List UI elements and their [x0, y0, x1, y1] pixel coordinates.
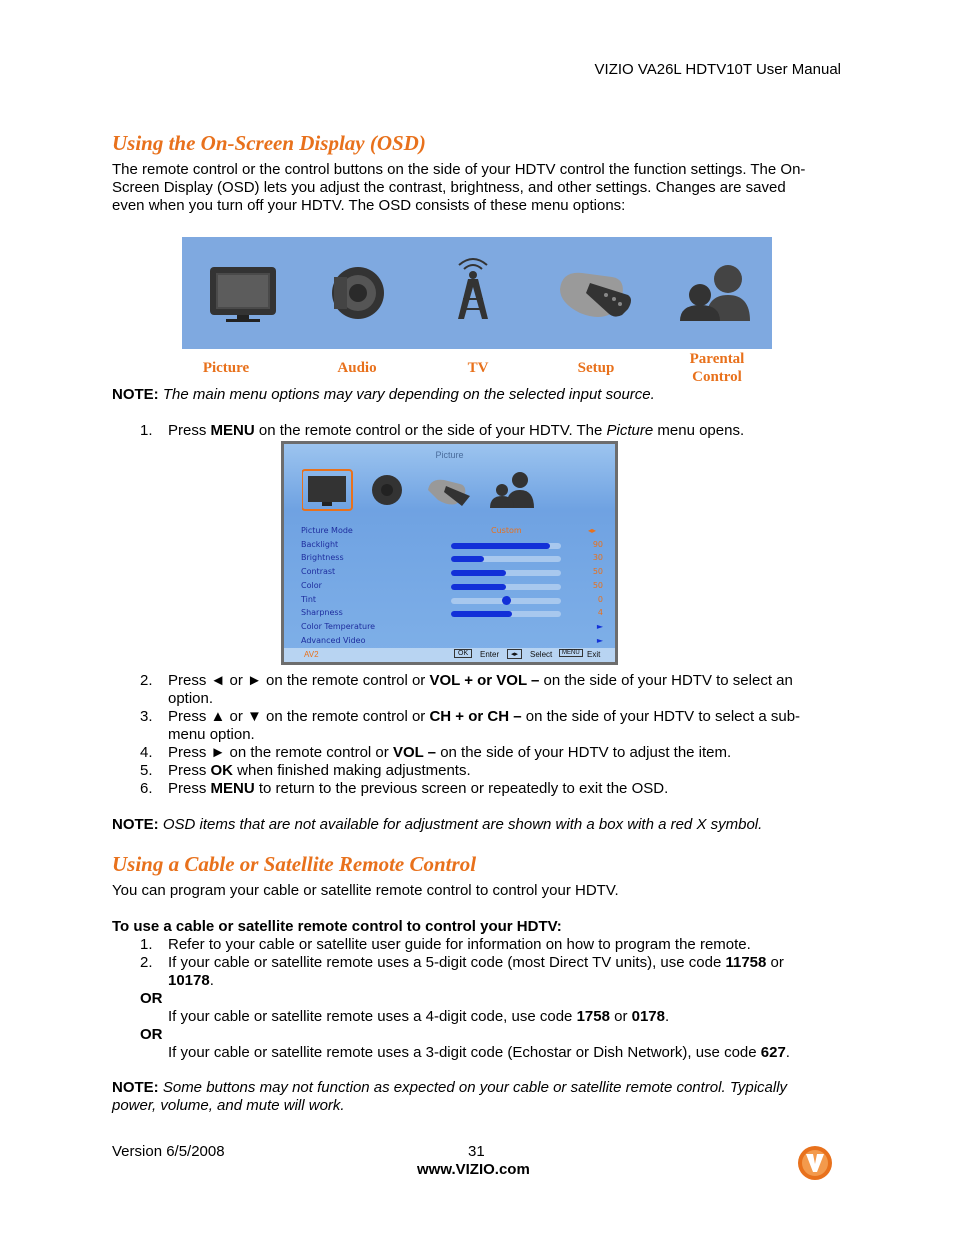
- osd-setting-value: ►: [596, 635, 603, 645]
- osd-step: [140, 762, 840, 780]
- code-value: 627: [760, 1044, 786, 1061]
- osd-step: [140, 672, 840, 708]
- osd-slider-knob: [502, 596, 511, 605]
- osd-setting-label: Backlight: [301, 539, 339, 549]
- step-text: option.: [168, 690, 214, 707]
- step-key: MENU: [210, 422, 255, 439]
- or-separator: OR: [140, 990, 163, 1007]
- step-number: 4.: [140, 744, 153, 761]
- step-text: If your cable or satellite remote uses a 4-digit code, use code: [168, 1008, 577, 1025]
- menu-label-audio: Audio: [337, 360, 377, 376]
- step-text: on the side of your HDTV to select a sub-: [521, 708, 801, 725]
- step-text: Press ▲ or ▼ on the remote control or: [168, 708, 430, 725]
- osd-slider-fill: [451, 543, 550, 549]
- osd-picture-menu-screenshot: [281, 441, 618, 665]
- osd-footer: [284, 648, 615, 662]
- step-text: to return to the previous screen or repeatedly to exit the OSD.: [254, 780, 669, 797]
- note-label: NOTE:: [112, 816, 159, 833]
- menu-label-parental-line: Control: [692, 369, 742, 385]
- step-key: CH + or CH –: [429, 708, 522, 725]
- osd-note-2: [112, 816, 842, 834]
- osd-setting-row: [301, 608, 601, 621]
- picture-tv-icon: [210, 267, 276, 322]
- note-label: NOTE:: [112, 386, 159, 403]
- menu-label-setup: Setup: [577, 360, 615, 376]
- step-text: Press: [168, 780, 211, 797]
- note-text: The main menu options may vary depending on the selected input source.: [162, 386, 655, 403]
- footer-version: Version 6/5/2008: [112, 1143, 225, 1160]
- note-text: Some buttons may not function as expected on your cable or satellite remote control. Typically: [162, 1079, 788, 1096]
- step-text: on the side of your HDTV to adjust the item.: [436, 744, 732, 761]
- tv-antenna-icon: [458, 259, 488, 319]
- step-text: on the side of your HDTV to select an: [539, 672, 793, 689]
- code-value: 0178: [631, 1008, 665, 1025]
- vizio-logo-icon: [797, 1145, 833, 1181]
- step-text: If your cable or satellite remote uses a 3-digit code (Echostar or Dish Network), use code: [168, 1044, 761, 1061]
- osd-arrows: ◂▸: [588, 526, 597, 535]
- step-text: on the remote control or the side of your HDTV. The: [254, 422, 607, 439]
- step-number: 2.: [140, 672, 153, 689]
- remote-note: [112, 1079, 842, 1115]
- osd-setting-label: Tint: [301, 594, 317, 604]
- osd-intro-line: even when you turn off your HDTV. The OSD consists of these menu options:: [112, 197, 626, 214]
- osd-setting-label: Picture Mode: [301, 526, 353, 535]
- step-number: 2.: [140, 954, 153, 971]
- step-text: Refer to your cable or satellite user guide for information on how to program the remote.: [168, 936, 751, 953]
- remote-section-heading: Using a Cable or Satellite Remote Control: [112, 852, 477, 876]
- osd-section-heading: Using the On-Screen Display (OSD): [112, 131, 426, 155]
- osd-intro: [112, 161, 842, 215]
- osd-slider-fill: [451, 556, 484, 562]
- remote-steps: [140, 936, 840, 1062]
- osd-setting-row: [301, 581, 601, 594]
- remote-step: [140, 1008, 840, 1026]
- step-number: 6.: [140, 780, 153, 797]
- osd-input-label: AV2: [304, 650, 319, 659]
- menu-icons: [182, 237, 772, 349]
- step-text: Press: [168, 762, 211, 779]
- step-key: MENU: [210, 780, 255, 797]
- step-text: .: [665, 1008, 670, 1025]
- osd-setting-value: 4: [597, 608, 603, 618]
- code-value: 10178: [168, 972, 210, 989]
- step-text: menu opens.: [653, 422, 745, 439]
- osd-slider-fill: [451, 584, 506, 590]
- menu-label-tv: TV: [467, 360, 489, 376]
- osd-select-key: ◂▸: [507, 649, 522, 659]
- osd-setting-row: [301, 567, 601, 580]
- manual-title: VIZIO VA26L HDTV10T User Manual: [594, 61, 841, 78]
- osd-setting-value: ►: [596, 621, 603, 631]
- osd-steps-list: [140, 672, 840, 798]
- osd-setting-value: 30: [592, 553, 603, 563]
- remote-step: [140, 936, 840, 954]
- osd-slider-fill: [451, 611, 512, 617]
- remote-step: [140, 954, 840, 990]
- osd-setting-label: Sharpness: [301, 608, 343, 618]
- step-text: .: [209, 972, 214, 989]
- step-text: If your cable or satellite remote uses a 5-digit code (most Direct TV units), use code: [168, 954, 726, 971]
- osd-step: [140, 780, 840, 798]
- step-text: when finished making adjustments.: [233, 762, 471, 779]
- step-number: 5.: [140, 762, 153, 779]
- osd-parental-icon: [512, 472, 528, 488]
- osd-setting-value: Custom: [491, 526, 522, 535]
- osd-setting-row: [301, 540, 601, 553]
- step-menu-name: Picture: [606, 422, 654, 439]
- osd-setting-value: 0: [597, 594, 603, 604]
- step-text: or: [766, 954, 784, 971]
- osd-setting-row: [301, 595, 601, 608]
- osd-ok-key: OK: [454, 649, 472, 658]
- osd-slider-fill: [451, 570, 506, 576]
- note-text: power, volume, and mute will work.: [112, 1097, 345, 1114]
- menu-label-parental: [667, 350, 767, 386]
- procedure-title: To use a cable or satellite remote control to control your HDTV:: [112, 918, 562, 935]
- osd-setting-label: Brightness: [301, 553, 344, 563]
- parental-people-icon: [680, 265, 750, 321]
- osd-step: [140, 744, 840, 762]
- osd-step: [140, 708, 840, 744]
- footer-url[interactable]: www.VIZIO.com: [417, 1161, 530, 1178]
- osd-setting-label: Color: [301, 580, 322, 590]
- code-value: 1758: [576, 1008, 610, 1025]
- osd-setting-label: Advanced Video: [301, 635, 366, 645]
- osd-setting-value: 90: [592, 539, 603, 549]
- osd-setting-row: [301, 636, 601, 649]
- step-text: .: [785, 1044, 790, 1061]
- remote-intro: You can program your cable or satellite remote control to control your HDTV.: [112, 882, 619, 899]
- osd-exit-label: Exit: [587, 650, 601, 659]
- osd-enter-label: Enter: [480, 650, 500, 659]
- osd-tv-icon: [308, 476, 346, 502]
- audio-speaker-icon: [332, 267, 384, 319]
- osd-menu-key: MENU: [559, 649, 583, 657]
- osd-setting-row: [301, 553, 601, 566]
- vizio-logo: [797, 1145, 833, 1181]
- step-number: 3.: [140, 708, 153, 725]
- osd-main-menu-image: [182, 237, 772, 349]
- step-number: 1.: [140, 422, 153, 439]
- step-key: OK: [210, 762, 234, 779]
- setup-hand-remote-icon: [560, 273, 631, 317]
- osd-setting-value: 50: [592, 567, 603, 577]
- step-number: 1.: [140, 936, 153, 953]
- note-label: NOTE:: [112, 1079, 159, 1096]
- osd-intro-line: Screen Display (OSD) lets you adjust the contrast, brightness, and other settings. Changes are saved: [112, 179, 786, 196]
- step-text: Press: [168, 422, 211, 439]
- code-value: 11758: [725, 954, 767, 971]
- menu-label-picture: Picture: [202, 360, 250, 376]
- osd-intro-line: The remote control or the control buttons on the side of your HDTV control the function settings. The On-: [112, 161, 806, 178]
- osd-setting-label: Color Temperature: [301, 621, 376, 631]
- osd-select-label: Select: [530, 650, 553, 659]
- remote-step: [140, 1044, 840, 1062]
- osd-setting-row: [301, 622, 601, 635]
- step-text: or: [609, 1008, 632, 1025]
- step-text: menu option.: [168, 726, 255, 743]
- note-text: OSD items that are not available for adjustment are shown with a box with a red X symbol.: [162, 816, 763, 833]
- menu-label-parental-line: Parental: [689, 351, 745, 367]
- or-separator: OR: [140, 1026, 163, 1043]
- osd-title: Picture: [435, 450, 464, 460]
- osd-note: [112, 386, 842, 404]
- osd-setting-label: Contrast: [301, 567, 336, 577]
- osd-setting-row: [301, 526, 601, 539]
- footer-page-number: 31: [468, 1143, 485, 1160]
- step-key: VOL + or VOL –: [429, 672, 540, 689]
- step-text: Press ► on the remote control or: [168, 744, 393, 761]
- osd-setting-value: 50: [592, 580, 603, 590]
- osd-step-1: [140, 422, 840, 440]
- osd-icon-row: [302, 468, 542, 514]
- step-key: VOL –: [392, 744, 437, 761]
- step-text: Press ◄ or ► on the remote control or: [168, 672, 430, 689]
